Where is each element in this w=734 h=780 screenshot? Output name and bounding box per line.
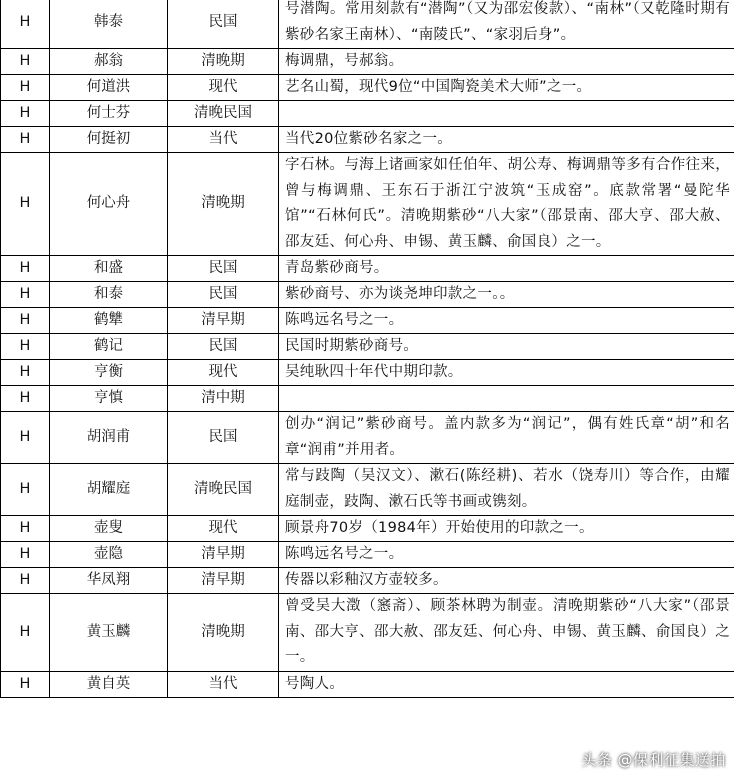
table-row [1,412,734,464]
row-letter: H [1,282,50,308]
table-row [1,568,734,594]
row-note: 陈鸣远名号之一。 [279,308,734,334]
table-row [1,360,734,386]
row-letter: H [1,671,50,697]
row-letter: H [1,464,50,516]
table-row [1,127,734,153]
row-note: 紫砂商号、亦为谈尧坤印款之一。。 [279,282,734,308]
row-era: 清早期 [168,568,279,594]
row-era: 清晚期 [168,594,279,672]
row-note: 吴纯耿四十年代中期印款。 [279,360,734,386]
table-row [1,0,734,49]
row-note: 艺名山蜀，现代9位“中国陶瓷美术大师”之一。 [279,75,734,101]
row-era: 现代 [168,360,279,386]
row-note: 当代20位紫砂名家之一。 [279,127,734,153]
row-letter: H [1,256,50,282]
row-letter: H [1,386,50,412]
table-row [1,308,734,334]
row-letter: H [1,308,50,334]
row-era: 民国 [168,0,279,49]
row-note: 字石林。与海上诸画家如任伯年、胡公寿、梅调鼎等多有合作往来，曾与梅调鼎、王东石于浙江宁波筑“玉成窑”。底款常署“曼陀华馆”“石林何氏”。清晚期紫砂“八大家”（邵景南、邵大亨、邵大赦、邵友廷、何心舟、申锡、黄玉麟、俞国良）之一。 [279,153,734,256]
row-name: 胡耀庭 [50,464,168,516]
row-note: 创办“润记”紫砂商号。盖内款多为“润记”，偶有姓氏章“胡”和名章“润甫”并用者。 [279,412,734,464]
row-letter: H [1,594,50,672]
row-name: 何心舟 [50,153,168,256]
row-note: 青岛紫砂商号。 [279,256,734,282]
table-row [1,334,734,360]
row-note: 陈鸣远名号之一。 [279,542,734,568]
row-letter: H [1,127,50,153]
row-letter: H [1,75,50,101]
table-row [1,542,734,568]
row-note: 曾受吴大澂（窸斋）、顾茶林聘为制壶。清晚期紫砂“八大家”（邵景南、邵大亨、邵大赦、邵友廷、何心舟、申锡、黄玉麟、俞国良）之一。 [279,594,734,672]
row-note [279,101,734,127]
row-letter: H [1,101,50,127]
row-note: 号陶人。 [279,671,734,697]
row-era: 清晚期 [168,153,279,256]
row-note: 传器以彩釉汉方壶较多。 [279,568,734,594]
row-era: 民国 [168,412,279,464]
row-name: 亨慎 [50,386,168,412]
row-era: 民国 [168,334,279,360]
row-name: 和盛 [50,256,168,282]
row-name: 胡润甫 [50,412,168,464]
row-note: 民国时期紫砂商号。 [279,334,734,360]
table-row [1,386,734,412]
row-letter: H [1,568,50,594]
row-note: 号潜陶。常用刻款有“潜陶”（又为邵宏俊款）、“南林”（又乾隆时期有紫砂名家王南林）、“南陵氏”、“家羽后身”。 [279,0,734,49]
glossary-table-body [1,0,734,697]
row-name: 何道洪 [50,75,168,101]
row-name: 壶隐 [50,542,168,568]
row-letter: H [1,334,50,360]
row-era: 当代 [168,127,279,153]
row-era: 民国 [168,282,279,308]
row-name: 亨衡 [50,360,168,386]
row-name: 鹤犨 [50,308,168,334]
row-name: 郝翁 [50,49,168,75]
row-letter: H [1,542,50,568]
row-era: 清晚期 [168,49,279,75]
row-era: 现代 [168,75,279,101]
row-era: 清晚民国 [168,464,279,516]
row-letter: H [1,516,50,542]
row-letter: H [1,0,50,49]
table-row [1,49,734,75]
row-name: 和泰 [50,282,168,308]
row-name: 韩泰 [50,0,168,49]
table-row [1,516,734,542]
table-row [1,464,734,516]
table-row [1,594,734,672]
watermark: 头条 @保利征集送拍 [581,751,726,769]
row-name: 何士芬 [50,101,168,127]
row-name: 何挺初 [50,127,168,153]
row-note [279,386,734,412]
table-row [1,671,734,697]
row-name: 黄玉麟 [50,594,168,672]
table-row [1,75,734,101]
row-note: 顾景舟70岁（1984年）开始使用的印款之一。 [279,516,734,542]
row-name: 黄自英 [50,671,168,697]
row-era: 清早期 [168,308,279,334]
row-letter: H [1,412,50,464]
row-name: 华凤翔 [50,568,168,594]
row-name: 壶叟 [50,516,168,542]
table-row [1,256,734,282]
row-era: 民国 [168,256,279,282]
row-era: 清晚民国 [168,101,279,127]
row-note: 梅调鼎，号郝翁。 [279,49,734,75]
row-era: 现代 [168,516,279,542]
row-era: 清中期 [168,386,279,412]
table-row [1,282,734,308]
row-name: 鹤记 [50,334,168,360]
table-row [1,101,734,127]
row-era: 清早期 [168,542,279,568]
row-note: 常与跂陶（吴汉文）、漱石(陈经耕)、若水（饶寿川）等合作，由耀庭制壶，跂陶、漱石氏等书画或镌刻。 [279,464,734,516]
row-letter: H [1,49,50,75]
row-letter: H [1,153,50,256]
table-row [1,153,734,256]
row-letter: H [1,360,50,386]
row-era: 当代 [168,671,279,697]
